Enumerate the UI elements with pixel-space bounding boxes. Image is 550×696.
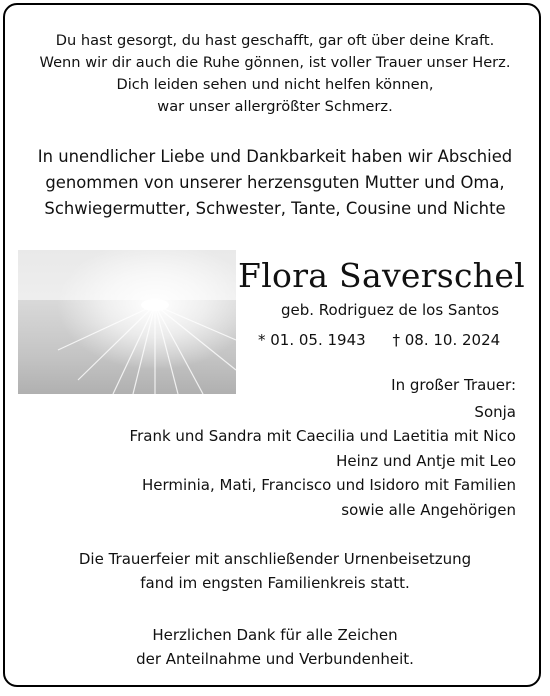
ceremony-line: Die Trauerfeier mit anschließender Urnenbeisetzung xyxy=(78,550,472,568)
poem-line: war unser allergrößter Schmerz. xyxy=(157,98,393,115)
poem-line: Du hast gesorgt, du hast geschafft, gar oft über deine Kraft. xyxy=(55,32,495,49)
intro-line: In unendlicher Liebe und Dankbarkeit haben wir Abschied xyxy=(37,147,513,166)
deceased-name: Flora Saverschel xyxy=(238,256,526,295)
mourner-line: sowie alle Angehörigen xyxy=(341,500,516,519)
life-dates xyxy=(258,331,528,349)
mourner-line: Herminia, Mati, Francisco und Isidoro mit Familien xyxy=(141,476,516,494)
poem-line: Wenn wir dir auch die Ruhe gönnen, ist voller Trauer unser Herz. xyxy=(39,54,511,71)
thanks-line: der Anteilnahme und Verbundenheit. xyxy=(136,650,414,668)
mourners-heading: In großer Trauer: xyxy=(391,376,516,394)
intro-text xyxy=(0,144,550,222)
intro-line: Schwiegermutter, Schwester, Tante, Cousine und Nichte xyxy=(44,199,506,218)
poem-line: Dich leiden sehen und nicht helfen können, xyxy=(116,76,434,93)
thanks-line: Herzlichen Dank für alle Zeichen xyxy=(152,626,398,644)
death-date: † 08. 10. 2024 xyxy=(392,331,501,349)
mourner-line: Sonja xyxy=(474,402,516,421)
mourner-line: Frank und Sandra mit Caecilia und Laetitia mit Nico xyxy=(129,427,516,445)
ceremony-line: fand im engsten Familienkreis statt. xyxy=(140,574,410,592)
intro-line: genommen von unserer herzensguten Mutter und Oma, xyxy=(45,173,505,192)
maiden-name: geb. Rodriguez de los Santos xyxy=(280,301,500,319)
mourner-line: Heinz und Antje mit Leo xyxy=(336,451,516,470)
ceremony-note xyxy=(0,547,550,595)
poem xyxy=(0,30,550,118)
mourners-list xyxy=(130,373,516,522)
thanks-note xyxy=(0,623,550,671)
birth-date: * 01. 05. 1943 xyxy=(258,331,366,349)
